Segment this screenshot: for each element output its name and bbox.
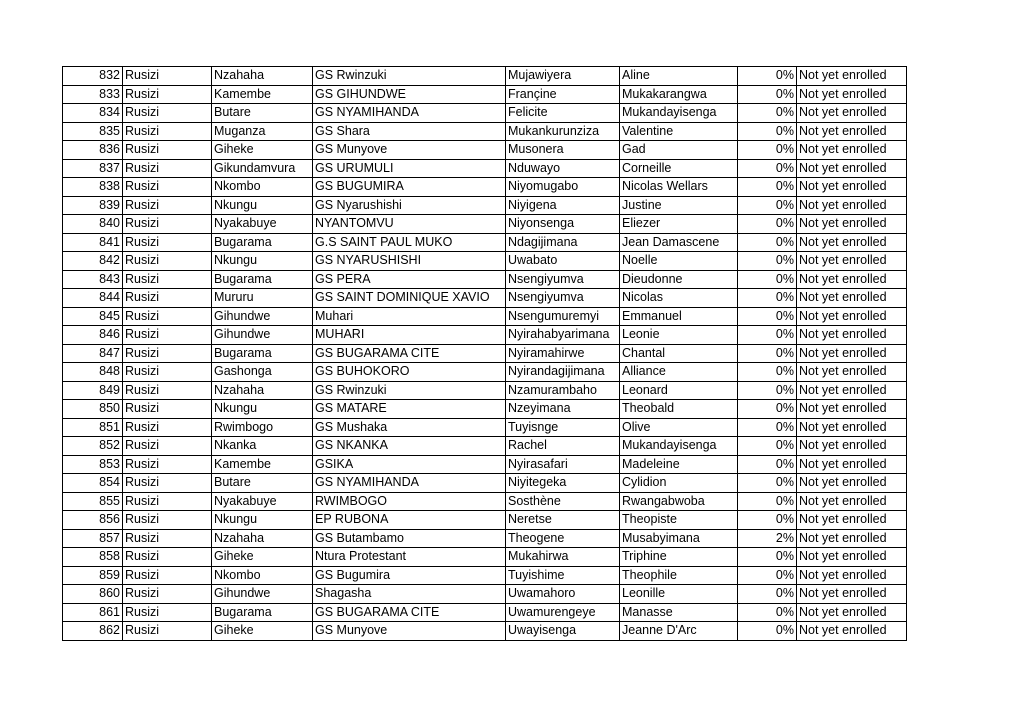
sector-cell: Giheke: [212, 622, 313, 641]
district-cell: Rusizi: [123, 529, 212, 548]
progress-cell: 0%: [738, 381, 797, 400]
row-number-cell: 862: [63, 622, 123, 641]
district-cell: Rusizi: [123, 622, 212, 641]
table-row: [63, 363, 907, 382]
district-cell: Rusizi: [123, 67, 212, 86]
progress-cell: 0%: [738, 492, 797, 511]
table-row: [63, 122, 907, 141]
row-number-cell: 835: [63, 122, 123, 141]
progress-cell: 0%: [738, 585, 797, 604]
table-row: [63, 159, 907, 178]
table-row: [63, 585, 907, 604]
first-name-cell: Theophile: [620, 566, 738, 585]
last-name-cell: Theogene: [506, 529, 620, 548]
district-cell: Rusizi: [123, 603, 212, 622]
progress-cell: 0%: [738, 400, 797, 419]
last-name-cell: Nzeyimana: [506, 400, 620, 419]
district-cell: Rusizi: [123, 178, 212, 197]
row-number-cell: 859: [63, 566, 123, 585]
sector-cell: Giheke: [212, 548, 313, 567]
first-name-cell: Nicolas: [620, 289, 738, 308]
status-cell: Not yet enrolled: [797, 122, 907, 141]
table-row: [63, 141, 907, 160]
status-cell: Not yet enrolled: [797, 363, 907, 382]
progress-cell: 0%: [738, 104, 797, 123]
last-name-cell: Neretse: [506, 511, 620, 530]
district-cell: Rusizi: [123, 381, 212, 400]
progress-cell: 0%: [738, 122, 797, 141]
district-cell: Rusizi: [123, 104, 212, 123]
school-cell: GS NYAMIHANDA: [313, 104, 506, 123]
school-cell: GS NKANKA: [313, 437, 506, 456]
row-number-cell: 858: [63, 548, 123, 567]
status-cell: Not yet enrolled: [797, 492, 907, 511]
status-cell: Not yet enrolled: [797, 455, 907, 474]
row-number-cell: 844: [63, 289, 123, 308]
table-row: [63, 289, 907, 308]
progress-cell: 0%: [738, 270, 797, 289]
progress-cell: 0%: [738, 233, 797, 252]
first-name-cell: Corneille: [620, 159, 738, 178]
school-cell: GS BUGARAMA CITE: [313, 603, 506, 622]
district-cell: Rusizi: [123, 474, 212, 493]
last-name-cell: Niyitegeka: [506, 474, 620, 493]
table-row: [63, 85, 907, 104]
row-number-cell: 855: [63, 492, 123, 511]
district-cell: Rusizi: [123, 400, 212, 419]
first-name-cell: Dieudonne: [620, 270, 738, 289]
sector-cell: Muganza: [212, 122, 313, 141]
table-row: [63, 104, 907, 123]
sector-cell: Nyakabuye: [212, 492, 313, 511]
status-cell: Not yet enrolled: [797, 381, 907, 400]
district-cell: Rusizi: [123, 122, 212, 141]
first-name-cell: Valentine: [620, 122, 738, 141]
sector-cell: Nkungu: [212, 196, 313, 215]
last-name-cell: Uwayisenga: [506, 622, 620, 641]
table-row: [63, 437, 907, 456]
school-cell: GS Butambamo: [313, 529, 506, 548]
status-cell: Not yet enrolled: [797, 529, 907, 548]
enrollment-table: [62, 66, 907, 641]
row-number-cell: 857: [63, 529, 123, 548]
sector-cell: Nzahaha: [212, 529, 313, 548]
first-name-cell: Cylidion: [620, 474, 738, 493]
row-number-cell: 860: [63, 585, 123, 604]
district-cell: Rusizi: [123, 270, 212, 289]
progress-cell: 0%: [738, 178, 797, 197]
first-name-cell: Madeleine: [620, 455, 738, 474]
sector-cell: Gihundwe: [212, 307, 313, 326]
progress-cell: 0%: [738, 196, 797, 215]
first-name-cell: Justine: [620, 196, 738, 215]
table-row: [63, 252, 907, 271]
last-name-cell: Mukankurunziza: [506, 122, 620, 141]
district-cell: Rusizi: [123, 511, 212, 530]
row-number-cell: 834: [63, 104, 123, 123]
status-cell: Not yet enrolled: [797, 566, 907, 585]
progress-cell: 0%: [738, 437, 797, 456]
first-name-cell: Emmanuel: [620, 307, 738, 326]
table-row: [63, 326, 907, 345]
progress-cell: 0%: [738, 474, 797, 493]
school-cell: RWIMBOGO: [313, 492, 506, 511]
last-name-cell: Niyonsenga: [506, 215, 620, 234]
school-cell: GS BUGUMIRA: [313, 178, 506, 197]
table-row: [63, 548, 907, 567]
last-name-cell: Nsengiyumva: [506, 289, 620, 308]
status-cell: Not yet enrolled: [797, 141, 907, 160]
last-name-cell: Uwamurengeye: [506, 603, 620, 622]
district-cell: Rusizi: [123, 437, 212, 456]
district-cell: Rusizi: [123, 85, 212, 104]
status-cell: Not yet enrolled: [797, 289, 907, 308]
sector-cell: Nkungu: [212, 511, 313, 530]
first-name-cell: Aline: [620, 67, 738, 86]
row-number-cell: 833: [63, 85, 123, 104]
status-cell: Not yet enrolled: [797, 418, 907, 437]
row-number-cell: 841: [63, 233, 123, 252]
last-name-cell: Mujawiyera: [506, 67, 620, 86]
sector-cell: Nzahaha: [212, 381, 313, 400]
status-cell: Not yet enrolled: [797, 85, 907, 104]
first-name-cell: Theobald: [620, 400, 738, 419]
last-name-cell: Nyirasafari: [506, 455, 620, 474]
row-number-cell: 836: [63, 141, 123, 160]
school-cell: G.S SAINT PAUL MUKO: [313, 233, 506, 252]
first-name-cell: Jean Damascene: [620, 233, 738, 252]
status-cell: Not yet enrolled: [797, 307, 907, 326]
first-name-cell: Chantal: [620, 344, 738, 363]
status-cell: Not yet enrolled: [797, 622, 907, 641]
row-number-cell: 838: [63, 178, 123, 197]
district-cell: Rusizi: [123, 548, 212, 567]
last-name-cell: Niyomugabo: [506, 178, 620, 197]
table-row: [63, 511, 907, 530]
table-row: [63, 233, 907, 252]
school-cell: Ntura Protestant: [313, 548, 506, 567]
progress-cell: 0%: [738, 603, 797, 622]
sector-cell: Butare: [212, 104, 313, 123]
status-cell: Not yet enrolled: [797, 104, 907, 123]
last-name-cell: Musonera: [506, 141, 620, 160]
sector-cell: Rwimbogo: [212, 418, 313, 437]
first-name-cell: Mukandayisenga: [620, 104, 738, 123]
row-number-cell: 861: [63, 603, 123, 622]
first-name-cell: Olive: [620, 418, 738, 437]
school-cell: GS MATARE: [313, 400, 506, 419]
progress-cell: 0%: [738, 141, 797, 160]
school-cell: GS Munyove: [313, 622, 506, 641]
first-name-cell: Triphine: [620, 548, 738, 567]
table-row: [63, 215, 907, 234]
row-number-cell: 842: [63, 252, 123, 271]
status-cell: Not yet enrolled: [797, 603, 907, 622]
table-row: [63, 529, 907, 548]
row-number-cell: 837: [63, 159, 123, 178]
first-name-cell: Alliance: [620, 363, 738, 382]
last-name-cell: Nsengumuremyi: [506, 307, 620, 326]
first-name-cell: Noelle: [620, 252, 738, 271]
table-row: [63, 178, 907, 197]
status-cell: Not yet enrolled: [797, 252, 907, 271]
school-cell: NYANTOMVU: [313, 215, 506, 234]
sector-cell: Giheke: [212, 141, 313, 160]
district-cell: Rusizi: [123, 585, 212, 604]
progress-cell: 0%: [738, 252, 797, 271]
first-name-cell: Mukandayisenga: [620, 437, 738, 456]
row-number-cell: 850: [63, 400, 123, 419]
sector-cell: Nzahaha: [212, 67, 313, 86]
row-number-cell: 853: [63, 455, 123, 474]
last-name-cell: Françine: [506, 85, 620, 104]
row-number-cell: 840: [63, 215, 123, 234]
progress-cell: 0%: [738, 622, 797, 641]
table-row: [63, 400, 907, 419]
table-row: [63, 67, 907, 86]
progress-cell: 0%: [738, 566, 797, 585]
progress-cell: 0%: [738, 363, 797, 382]
sector-cell: Kamembe: [212, 455, 313, 474]
school-cell: GS BUGARAMA CITE: [313, 344, 506, 363]
status-cell: Not yet enrolled: [797, 548, 907, 567]
sector-cell: Nyakabuye: [212, 215, 313, 234]
sector-cell: Gashonga: [212, 363, 313, 382]
last-name-cell: Nzamurambaho: [506, 381, 620, 400]
table-row: [63, 492, 907, 511]
first-name-cell: Leonie: [620, 326, 738, 345]
district-cell: Rusizi: [123, 196, 212, 215]
school-cell: GS PERA: [313, 270, 506, 289]
school-cell: GSIKA: [313, 455, 506, 474]
status-cell: Not yet enrolled: [797, 585, 907, 604]
first-name-cell: Mukakarangwa: [620, 85, 738, 104]
district-cell: Rusizi: [123, 307, 212, 326]
school-cell: GS GIHUNDWE: [313, 85, 506, 104]
progress-cell: 0%: [738, 159, 797, 178]
school-cell: EP RUBONA: [313, 511, 506, 530]
sector-cell: Nkungu: [212, 252, 313, 271]
table-row: [63, 566, 907, 585]
sector-cell: Gihundwe: [212, 326, 313, 345]
last-name-cell: Sosthène: [506, 492, 620, 511]
progress-cell: 0%: [738, 344, 797, 363]
district-cell: Rusizi: [123, 159, 212, 178]
progress-cell: 0%: [738, 85, 797, 104]
first-name-cell: Theopiste: [620, 511, 738, 530]
row-number-cell: 851: [63, 418, 123, 437]
school-cell: Muhari: [313, 307, 506, 326]
row-number-cell: 847: [63, 344, 123, 363]
district-cell: Rusizi: [123, 252, 212, 271]
progress-cell: 0%: [738, 418, 797, 437]
first-name-cell: Leonard: [620, 381, 738, 400]
sector-cell: Bugarama: [212, 603, 313, 622]
sector-cell: Bugarama: [212, 270, 313, 289]
row-number-cell: 854: [63, 474, 123, 493]
last-name-cell: Nduwayo: [506, 159, 620, 178]
school-cell: GS Mushaka: [313, 418, 506, 437]
progress-cell: 0%: [738, 215, 797, 234]
table-row: [63, 603, 907, 622]
sector-cell: Bugarama: [212, 233, 313, 252]
school-cell: GS URUMULI: [313, 159, 506, 178]
last-name-cell: Tuyisnge: [506, 418, 620, 437]
first-name-cell: Nicolas Wellars: [620, 178, 738, 197]
school-cell: GS Munyove: [313, 141, 506, 160]
row-number-cell: 852: [63, 437, 123, 456]
last-name-cell: Tuyishime: [506, 566, 620, 585]
district-cell: Rusizi: [123, 492, 212, 511]
row-number-cell: 856: [63, 511, 123, 530]
first-name-cell: Rwangabwoba: [620, 492, 738, 511]
progress-cell: 0%: [738, 326, 797, 345]
status-cell: Not yet enrolled: [797, 511, 907, 530]
last-name-cell: Felicite: [506, 104, 620, 123]
last-name-cell: Nyirahabyarimana: [506, 326, 620, 345]
progress-cell: 0%: [738, 455, 797, 474]
sector-cell: Kamembe: [212, 85, 313, 104]
status-cell: Not yet enrolled: [797, 67, 907, 86]
table-row: [63, 418, 907, 437]
last-name-cell: Nyiramahirwe: [506, 344, 620, 363]
progress-cell: 0%: [738, 289, 797, 308]
last-name-cell: Niyigena: [506, 196, 620, 215]
first-name-cell: Manasse: [620, 603, 738, 622]
school-cell: Shagasha: [313, 585, 506, 604]
status-cell: Not yet enrolled: [797, 178, 907, 197]
table-row: [63, 307, 907, 326]
school-cell: MUHARI: [313, 326, 506, 345]
last-name-cell: Rachel: [506, 437, 620, 456]
status-cell: Not yet enrolled: [797, 215, 907, 234]
district-cell: Rusizi: [123, 344, 212, 363]
last-name-cell: Mukahirwa: [506, 548, 620, 567]
last-name-cell: Nyirandagijimana: [506, 363, 620, 382]
district-cell: Rusizi: [123, 363, 212, 382]
school-cell: GS BUHOKORO: [313, 363, 506, 382]
school-cell: GS Rwinzuki: [313, 381, 506, 400]
sector-cell: Gihundwe: [212, 585, 313, 604]
district-cell: Rusizi: [123, 141, 212, 160]
table-body: [63, 67, 907, 641]
progress-cell: 0%: [738, 548, 797, 567]
first-name-cell: Jeanne D'Arc: [620, 622, 738, 641]
sector-cell: Bugarama: [212, 344, 313, 363]
row-number-cell: 839: [63, 196, 123, 215]
district-cell: Rusizi: [123, 233, 212, 252]
school-cell: GS SAINT DOMINIQUE XAVIO: [313, 289, 506, 308]
status-cell: Not yet enrolled: [797, 474, 907, 493]
sector-cell: Butare: [212, 474, 313, 493]
progress-cell: 0%: [738, 67, 797, 86]
first-name-cell: Leonille: [620, 585, 738, 604]
last-name-cell: Nsengiyumva: [506, 270, 620, 289]
row-number-cell: 843: [63, 270, 123, 289]
last-name-cell: Uwamahoro: [506, 585, 620, 604]
progress-cell: 0%: [738, 307, 797, 326]
table-row: [63, 344, 907, 363]
school-cell: GS Rwinzuki: [313, 67, 506, 86]
last-name-cell: Uwabato: [506, 252, 620, 271]
status-cell: Not yet enrolled: [797, 344, 907, 363]
progress-cell: 0%: [738, 511, 797, 530]
row-number-cell: 846: [63, 326, 123, 345]
school-cell: GS Bugumira: [313, 566, 506, 585]
district-cell: Rusizi: [123, 566, 212, 585]
row-number-cell: 832: [63, 67, 123, 86]
sector-cell: Gikundamvura: [212, 159, 313, 178]
table-row: [63, 474, 907, 493]
progress-cell: 2%: [738, 529, 797, 548]
row-number-cell: 848: [63, 363, 123, 382]
table-row: [63, 455, 907, 474]
status-cell: Not yet enrolled: [797, 233, 907, 252]
sector-cell: Nkombo: [212, 566, 313, 585]
district-cell: Rusizi: [123, 326, 212, 345]
status-cell: Not yet enrolled: [797, 196, 907, 215]
district-cell: Rusizi: [123, 455, 212, 474]
first-name-cell: Eliezer: [620, 215, 738, 234]
school-cell: GS NYAMIHANDA: [313, 474, 506, 493]
last-name-cell: Ndagijimana: [506, 233, 620, 252]
status-cell: Not yet enrolled: [797, 437, 907, 456]
district-cell: Rusizi: [123, 215, 212, 234]
sector-cell: Mururu: [212, 289, 313, 308]
table-row: [63, 270, 907, 289]
status-cell: Not yet enrolled: [797, 159, 907, 178]
school-cell: GS NYARUSHISHI: [313, 252, 506, 271]
status-cell: Not yet enrolled: [797, 400, 907, 419]
sector-cell: Nkombo: [212, 178, 313, 197]
school-cell: GS Nyarushishi: [313, 196, 506, 215]
school-cell: GS Shara: [313, 122, 506, 141]
table-row: [63, 196, 907, 215]
row-number-cell: 849: [63, 381, 123, 400]
district-cell: Rusizi: [123, 418, 212, 437]
table-row: [63, 381, 907, 400]
status-cell: Not yet enrolled: [797, 326, 907, 345]
first-name-cell: Musabyimana: [620, 529, 738, 548]
sector-cell: Nkungu: [212, 400, 313, 419]
table-row: [63, 622, 907, 641]
district-cell: Rusizi: [123, 289, 212, 308]
row-number-cell: 845: [63, 307, 123, 326]
first-name-cell: Gad: [620, 141, 738, 160]
status-cell: Not yet enrolled: [797, 270, 907, 289]
sector-cell: Nkanka: [212, 437, 313, 456]
